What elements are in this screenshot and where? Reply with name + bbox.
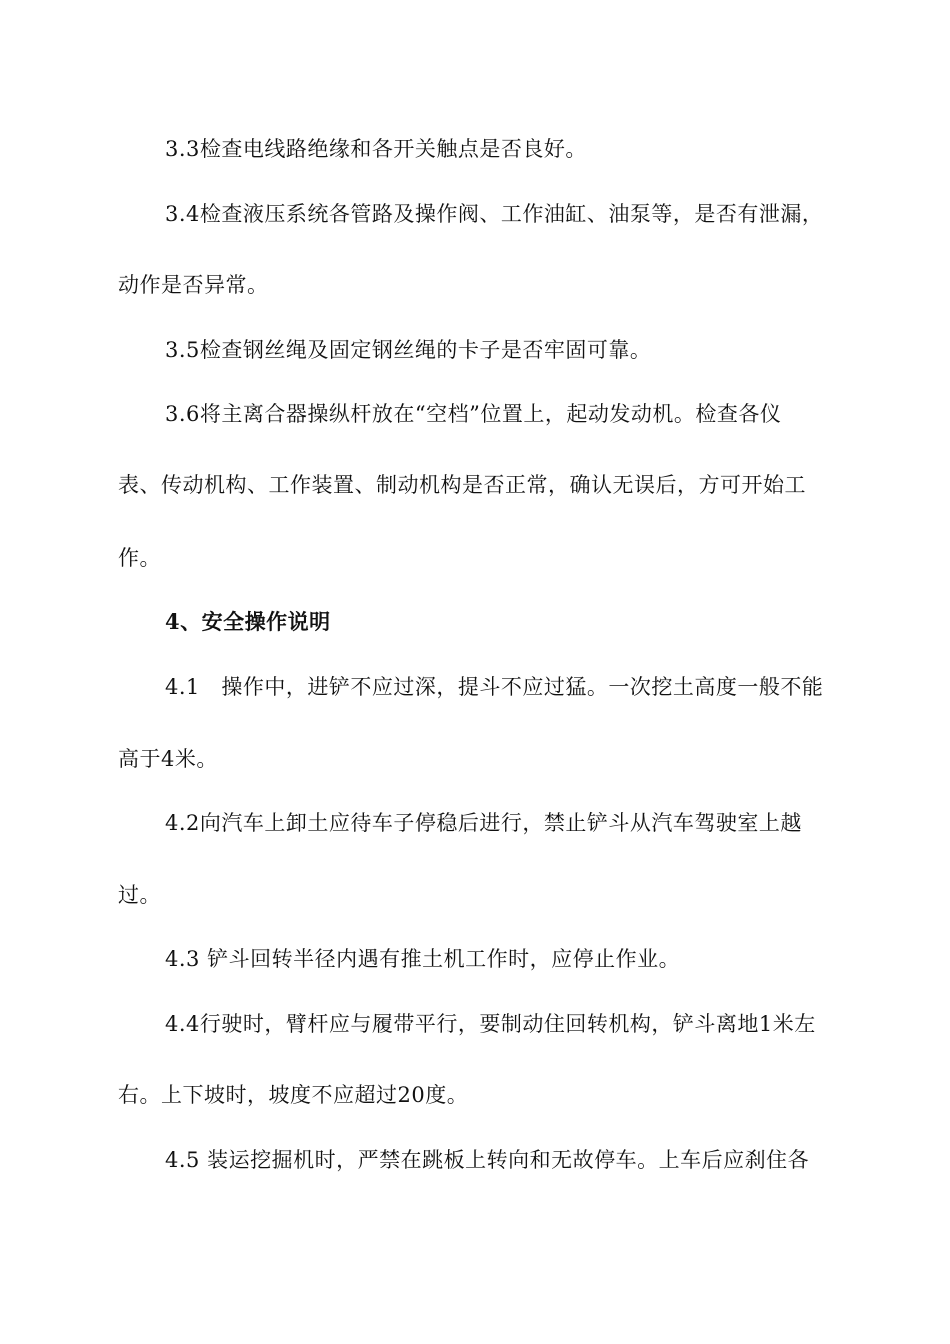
paragraph-3-4-line-1: 3.4检查液压系统各管路及操作阀、工作油缸、油泵等，是否有泄漏， bbox=[165, 202, 824, 226]
section-heading-4: 4、安全操作说明 bbox=[165, 609, 331, 634]
paragraph-4-5-line-1: 4.5 装运挖掘机时，严禁在跳板上转向和无故停车。上车后应刹住各 bbox=[165, 1148, 810, 1172]
paragraph-3-5: 3.5检查钢丝绳及固定钢丝绳的卡子是否牢固可靠。 bbox=[165, 338, 652, 362]
paragraph-4-3: 4.3 铲斗回转半径内遇有推土机工作时，应停止作业。 bbox=[165, 947, 681, 971]
paragraph-3-6-line-3: 作。 bbox=[118, 546, 161, 570]
paragraph-3-6-line-2: 表、传动机构、工作装置、制动机构是否正常，确认无误后，方可开始工 bbox=[118, 473, 806, 497]
paragraph-4-1-line-1: 4.1 操作中，进铲不应过深，提斗不应过猛。一次挖土高度一般不能 bbox=[165, 675, 824, 699]
paragraph-3-6-line-1: 3.6将主离合器操纵杆放在“空档”位置上，起动发动机。检查各仪 bbox=[165, 402, 782, 426]
paragraph-4-4-line-2: 右。上下坡时，坡度不应超过20度。 bbox=[118, 1083, 469, 1107]
paragraph-3-3: 3.3检查电线路绝缘和各开关触点是否良好。 bbox=[165, 137, 587, 161]
paragraph-4-2-line-2: 过。 bbox=[118, 883, 161, 907]
paragraph-4-4-line-1: 4.4行驶时，臂杆应与履带平行，要制动住回转机构，铲斗离地1米左 bbox=[165, 1012, 816, 1036]
paragraph-4-1-line-2: 高于4米。 bbox=[118, 747, 218, 771]
paragraph-4-2-line-1: 4.2向汽车上卸土应待车子停稳后进行，禁止铲斗从汽车驾驶室上越 bbox=[165, 811, 802, 835]
paragraph-3-4-line-2: 动作是否异常。 bbox=[118, 273, 269, 297]
